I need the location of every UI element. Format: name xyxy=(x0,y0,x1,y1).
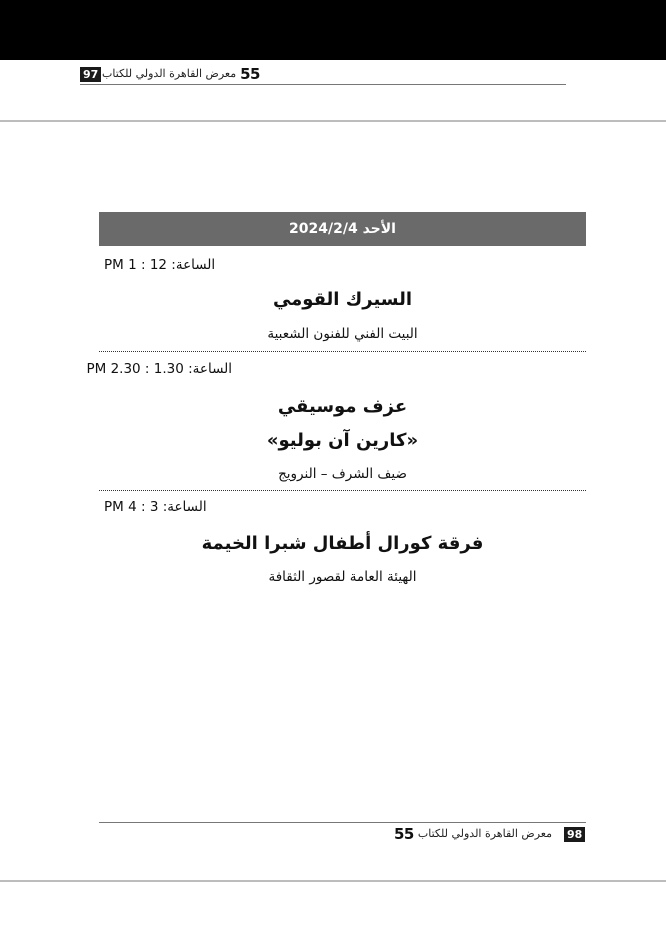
date-heading: الأحد 2024/2/4 xyxy=(99,212,586,246)
page-divider-top xyxy=(0,120,666,122)
header-logo xyxy=(102,65,260,83)
event-separator xyxy=(99,351,586,352)
event-time: الساعة: 1.30 : 2.30 PM xyxy=(86,361,232,377)
event-title-performer: «كارين آن بوليو» xyxy=(266,430,419,451)
page-divider-bottom xyxy=(0,880,666,882)
event-time: الساعة: 12 : 1 PM xyxy=(104,257,216,273)
header-logo-text: معرض القاهرة الدولي للكتاب xyxy=(102,67,237,80)
header-rule xyxy=(80,84,566,85)
event-title: فرقة كورال أطفال شبرا الخيمة xyxy=(201,533,484,554)
header-logo-number: 55 xyxy=(240,65,260,83)
footer-page-number: 98 xyxy=(564,827,585,842)
footer-rule xyxy=(99,822,586,823)
event-title: عزف موسيقي xyxy=(277,396,408,417)
top-black-bar xyxy=(0,0,666,60)
event-time: الساعة: 3 : 4 PM xyxy=(104,499,207,515)
event-subtitle: البيت الفني للفنون الشعبية xyxy=(267,326,418,342)
header-page-number: 97 xyxy=(80,67,101,82)
event-subtitle: الهيئة العامة لقصور الثقافة xyxy=(268,569,417,585)
event-separator xyxy=(99,490,586,491)
event-subtitle: ضيف الشرف – النرويج xyxy=(278,466,407,482)
footer-logo-number: 55 xyxy=(394,825,414,843)
footer-logo-text: معرض القاهرة الدولي للكتاب xyxy=(417,827,552,840)
event-title: السيرك القومي xyxy=(272,289,413,310)
footer-logo xyxy=(394,825,552,843)
